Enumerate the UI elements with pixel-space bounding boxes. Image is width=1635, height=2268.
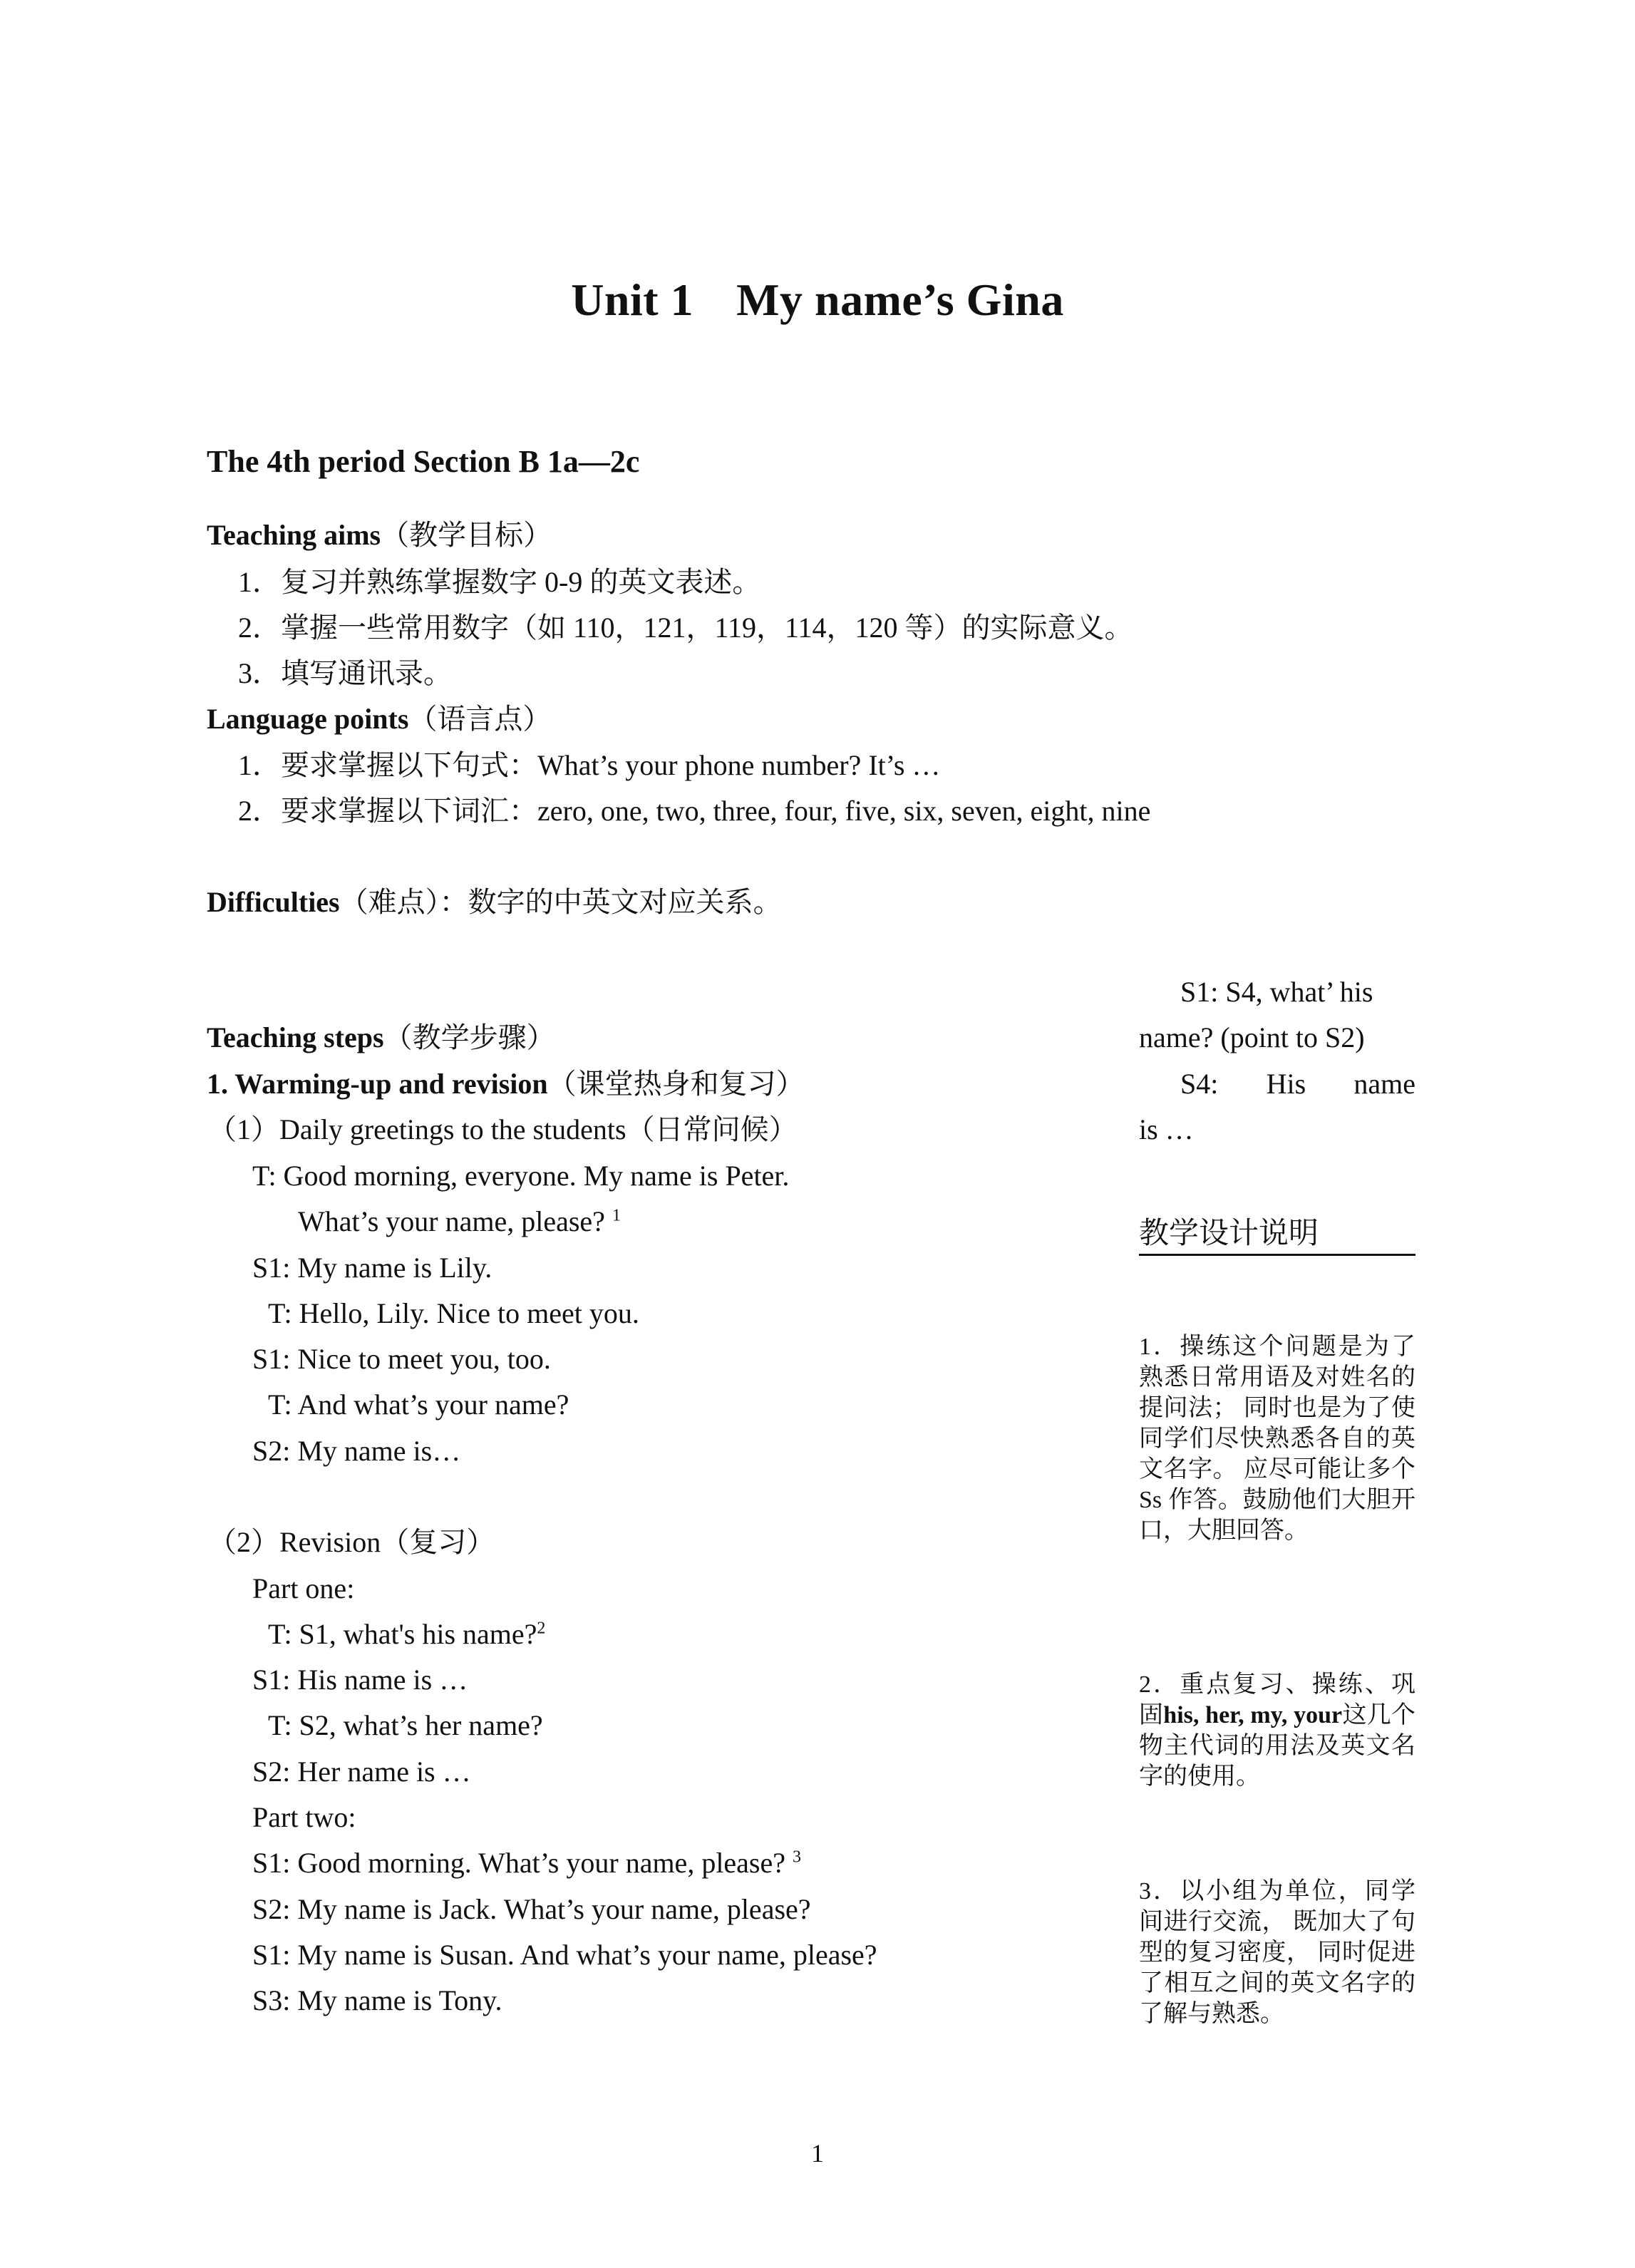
unit-name: My name’s Gina [736,274,1064,325]
warming-heading [207,1067,805,1101]
difficulties-label: Difficulties [207,886,340,918]
warming-label: 1. Warming-up and revision [207,1068,548,1100]
teaching-aim-item: 2．掌握一些常用数字（如 110，121，119，114，120 等）的实际意义。 [238,612,1133,644]
dialog-line: S2: My name is… [252,1435,461,1467]
part-two-label: Part two: [252,1801,356,1833]
language-point-item: 1．要求掌握以下句式：What’s your phone number? It’s … [238,749,941,781]
difficulties-line [207,885,782,919]
dialog-line: T: Hello, Lily. Nice to meet you. [268,1297,639,1329]
dialog-line-text: T: S1, what's his name? [268,1618,537,1650]
difficulties-text: （难点）：数字的中英文对应关系。 [339,886,782,918]
teaching-aims-heading [207,518,552,552]
footnote-ref: 3 [793,1847,802,1867]
teaching-aim-item: 1．复习并熟练掌握数字 0-9 的英文表述。 [238,566,761,598]
teaching-steps-label: Teaching steps [207,1021,384,1053]
dialog-line: S1: Nice to meet you, too. [252,1343,551,1375]
teaching-aim-item: 3．填写通讯录。 [238,657,452,689]
sidebar-dialog-line: is … [1139,1113,1194,1145]
sidebar-dialog-line: S4: His name [1180,1068,1415,1100]
footnote-ref: 2 [537,1619,546,1638]
design-note-2-bold: his, her, my, your [1163,1702,1343,1728]
dialog-line: T: Good morning, everyone. My name is Peter. [252,1160,790,1192]
language-points-label: Language points [207,703,409,735]
dialog-line: S3: My name is Tony. [252,1984,502,2016]
teaching-steps-label-cn: （教学步骤） [383,1021,555,1053]
period-heading: The 4th period Section B 1a—2c [207,444,640,479]
language-points-heading [207,702,551,736]
dialog-line-text: What’s your name, please? [298,1205,605,1237]
part-one-label: Part one: [252,1572,355,1604]
language-point-item: 2．要求掌握以下词汇：zero, one, two, three, four, five, six, seven, eight, nine [238,795,1151,827]
revision-heading: （2）Revision（复习） [208,1526,495,1558]
page-title [0,274,1635,326]
greetings-heading: （1）Daily greetings to the students（日常问候） [208,1113,798,1145]
dialog-line: T: And what’s your name? [268,1388,569,1421]
teaching-aims-label: Teaching aims [207,519,381,551]
warming-label-cn: （课堂热身和复习） [547,1068,805,1100]
design-note-2 [1139,1669,1415,1792]
design-notes-heading: 教学设计说明 [1139,1210,1415,1256]
dialog-line: S1: My name is Lily. [252,1252,492,1284]
design-note-1: 1．操练这个问题是为了熟悉日常用语及对姓名的提问法； 同时也是为了使同学们尽快熟悉各自的英文名字。 应尽可能让多个 Ss 作答。鼓励他们大胆开口，大胆回答。 [1139,1334,1415,1544]
sidebar-dialog-line: S1: S4, what’ his [1180,976,1373,1008]
design-note-2-text-end: 这几个物主代词的用法及英文名字的使用。 [1139,1702,1416,1790]
dialog-line: S2: My name is Jack. What’s your name, please? [252,1893,811,1925]
teaching-aims-label-cn: （教学目标） [381,519,552,551]
footnote-ref: 1 [612,1206,621,1225]
dialog-line-text: S1: Good morning. What’s your name, please? [252,1847,786,1879]
page-number: 1 [811,2139,824,2168]
design-note-3: 3．以小组为单位，同学间进行交流， 既加大了句型的复习密度， 同时促进了相互之间的英文名字的了解与熟悉。 [1139,1878,1415,2027]
sidebar-dialog-line: name? (point to S2) [1139,1021,1365,1053]
dialog-line [252,1846,801,1880]
teaching-steps-heading [207,1021,555,1055]
design-note-2-text: 2．重点复习、操练、巩固 [1139,1671,1415,1728]
dialog-line: S2: Her name is … [252,1756,471,1788]
language-points-label-cn: （语言点） [408,703,552,735]
unit-label: Unit 1 [571,274,694,325]
dialog-line: S1: My name is Susan. And what’s your name, please? [252,1939,877,1971]
dialog-line: T: S2, what’s her name? [268,1709,543,1741]
dialog-line [268,1617,545,1651]
dialog-line [298,1205,621,1239]
dialog-line: S1: His name is … [252,1664,468,1696]
